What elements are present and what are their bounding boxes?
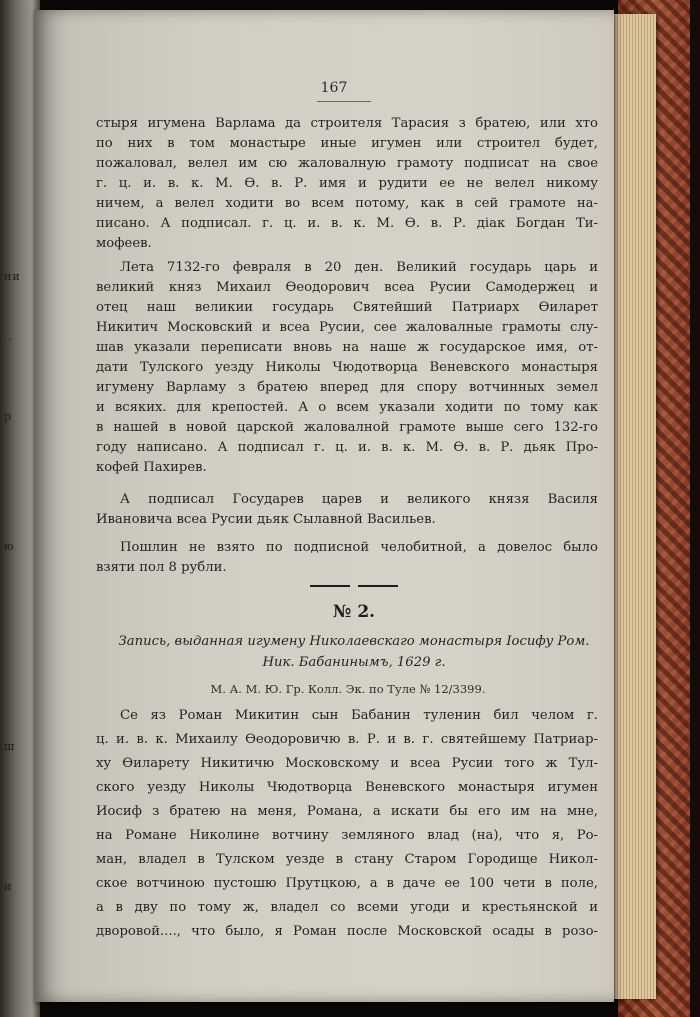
- section-divider: [358, 585, 398, 587]
- left-page-fragment: ..: [4, 330, 13, 343]
- section-title: № 2.: [332, 602, 376, 622]
- text-line: пожаловал, велел им сю жаловалную грамоту подписат на свое: [96, 156, 598, 171]
- text-line: ху Ѳиларету Никитичю Московскому и всеа Русии того ж Тул-: [96, 756, 598, 771]
- left-page-fragment: ни: [4, 270, 21, 283]
- text-line: дати Тулского уезду Николы Чюдотворца Веневского монастыря: [96, 360, 598, 375]
- text-line: Никитич Московский и всеа Русии, сее жаловалные грамоты слу-: [96, 320, 598, 335]
- paragraph-first-line: Пошлин не взято по подписной челобитной, а довелос было: [120, 540, 598, 555]
- paragraph-first-line: Се яз Роман Микитин сын Бабанин туленин бил челом г.: [120, 708, 598, 723]
- text-line: ничем, а велел ходити во всем потому, как в сей грамоте на-: [96, 196, 598, 211]
- text-line: мофеев.: [96, 236, 152, 251]
- text-line: ман, владел в Тулском уезде в стану Старом Городище Никол-: [96, 852, 598, 867]
- book-page: [34, 10, 614, 1002]
- document-heading: Запись, выданная игумену Николаевскаго монастыря Iосифу Ром.: [118, 634, 590, 649]
- text-line: ского уезду Николы Чюдотворца Веневского монастыря игумен: [96, 780, 598, 795]
- text-line: Ивановича всеа Русии дьяк Сылавной Васильев.: [96, 512, 436, 527]
- text-line: Иосиф з братею на меня, Романа, а искати бы его им на мне,: [96, 804, 598, 819]
- text-line: ское вотчиною пустошю Прутцкою, а в даче ее 100 чети в поле,: [96, 876, 598, 891]
- text-line: ц. и. в. к. Михаилу Ѳеодоровичю в. Р. и в. г. святейшему Патриар-: [96, 732, 598, 747]
- page-number: 167: [320, 80, 348, 96]
- paragraph-first-line: Лета 7132-го февраля в 20 ден. Великий государь царь и: [120, 260, 598, 275]
- text-line: году написано. А подписал г. ц. и. в. к. М. Ѳ. в. Р. дьяк Про-: [96, 440, 598, 455]
- text-line: игумену Варламу з братею вперед для спору вотчинных земел: [96, 380, 598, 395]
- text-line: кофей Пахирев.: [96, 460, 207, 475]
- left-page-fragment: ю: [4, 540, 15, 553]
- text-line: писано. А подписал. г. ц. и. в. к. М. Ѳ. в. Р. дiак Богдан Ти-: [96, 216, 598, 231]
- left-page-fragment: р: [4, 410, 13, 423]
- text-line: и всяких. для крепостей. А о всем указали ходити по тому как: [96, 400, 598, 415]
- document-heading: Ник. Бабанинымъ, 1629 г.: [262, 655, 446, 670]
- text-line: дворовой...., что было, я Роман после Московской осады в розо-: [96, 924, 598, 939]
- text-line: взяти пол 8 рубли.: [96, 560, 227, 575]
- text-line: отец наш великии государь Святейший Патриарх Ѳиларет: [96, 300, 598, 315]
- binding-shadow: [690, 0, 700, 1017]
- text-line: шав указали переписати вновь на наше ж государское имя, от-: [96, 340, 598, 355]
- left-page-fragment: и: [4, 880, 13, 893]
- page-number-rule: [317, 101, 371, 102]
- section-divider: [310, 585, 350, 587]
- text-line: в нашей в новой царской жаловалной грамоте выше сего 132-го: [96, 420, 598, 435]
- left-page-fragment: ш: [4, 740, 16, 753]
- text-line: на Романе Николине вотчину земляного влад (на), что я, Ро-: [96, 828, 598, 843]
- text-line: великий княз Михаил Ѳеодорович всеа Русии Самодержец и: [96, 280, 598, 295]
- paragraph-first-line: А подписал Государев царев и великого князя Василя: [120, 492, 598, 507]
- text-line: по них в том монастыре иные игумен или строител будет,: [96, 136, 598, 151]
- text-line: стыря игумена Варлама да строителя Тарасия з братею, или хто: [96, 116, 598, 131]
- archive-reference: М. А. М. Ю. Гр. Колл. Эк. по Туле № 12/3399.: [210, 682, 486, 696]
- text-line: а в дву по тому ж, владел со всеми угоди и крестьянской и: [96, 900, 598, 915]
- text-line: г. ц. и. в. к. М. Ѳ. в. Р. имя и рудити ее не велел никому: [96, 176, 598, 191]
